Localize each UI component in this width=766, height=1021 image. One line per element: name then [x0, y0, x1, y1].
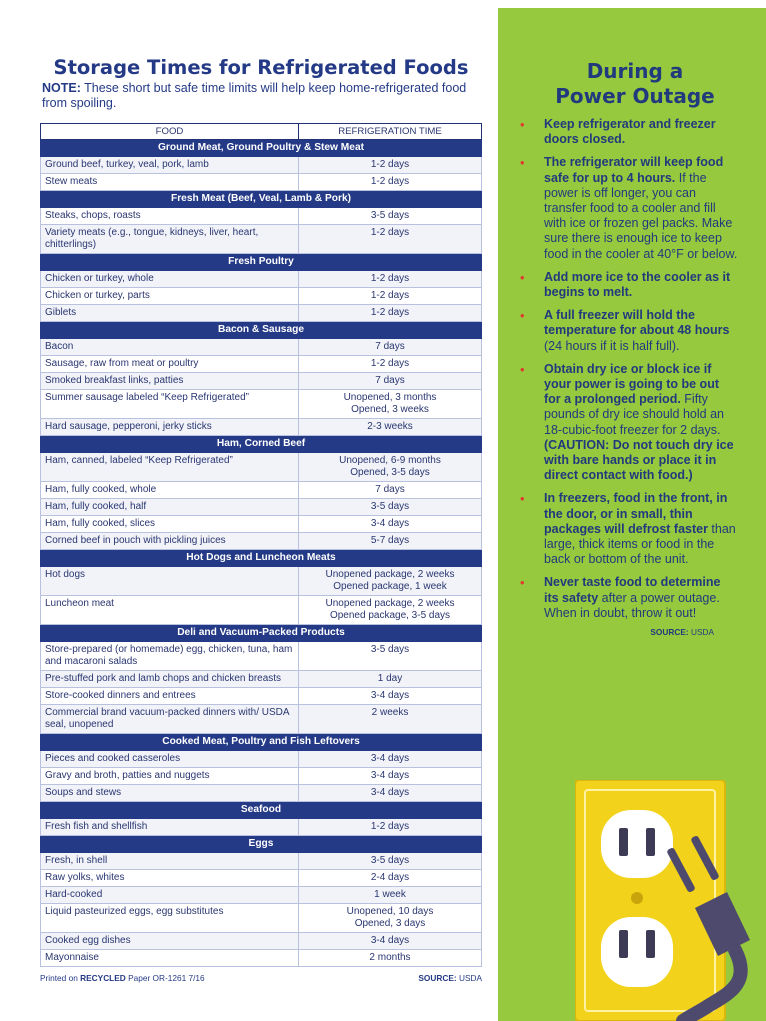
- table-row: [41, 751, 482, 768]
- table-row: [41, 390, 482, 419]
- time-cell: 5-7 days: [299, 533, 482, 550]
- power-outage-panel: [498, 8, 766, 1021]
- food-cell: Chicken or turkey, whole: [41, 271, 299, 288]
- tip-item: [520, 155, 738, 261]
- time-cell: 3-4 days: [299, 688, 482, 705]
- time-cell: Unopened, 6-9 months Opened, 3-5 days: [299, 453, 482, 482]
- food-cell: Soups and stews: [41, 785, 299, 802]
- table-section-header: [41, 550, 482, 567]
- time-cell: Unopened package, 2 weeks Opened package, 1 week: [299, 567, 482, 596]
- time-cell: 1-2 days: [299, 157, 482, 174]
- table-section-header: [41, 140, 482, 157]
- table-row: [41, 785, 482, 802]
- tip-item: [520, 117, 738, 147]
- table-row: [41, 482, 482, 499]
- time-cell: 2 weeks: [299, 705, 482, 734]
- socket-bottom: [601, 917, 673, 987]
- socket-bottom-slot-right: [646, 930, 655, 958]
- time-cell: 3-4 days: [299, 933, 482, 950]
- time-cell: Unopened, 10 days Opened, 3 days: [299, 904, 482, 933]
- food-cell: Sausage, raw from meat or poultry: [41, 356, 299, 373]
- table-section-header: [41, 322, 482, 339]
- table-row: [41, 356, 482, 373]
- section-title: Hot Dogs and Luncheon Meats: [41, 550, 482, 567]
- section-title: Seafood: [41, 802, 482, 819]
- food-cell: Smoked breakfast links, patties: [41, 373, 299, 390]
- table-section-header: [41, 734, 482, 751]
- table-body: [41, 140, 482, 967]
- bullet-icon: •: [520, 155, 525, 171]
- tip-bold: Obtain dry ice or block ice if your power is going to be out for a prolonged period.: [544, 361, 719, 407]
- printed-note: Printed on RECYCLED Paper OR-1261 7/16: [40, 973, 205, 983]
- table-row: [41, 950, 482, 967]
- table-row: [41, 174, 482, 191]
- time-cell: 3-4 days: [299, 768, 482, 785]
- table-row: [41, 642, 482, 671]
- socket-bottom-slot-left: [619, 930, 628, 958]
- food-cell: Pre-stuffed pork and lamb chops and chicken breasts: [41, 671, 299, 688]
- food-cell: Giblets: [41, 305, 299, 322]
- storage-times-panel: [40, 56, 482, 967]
- footer-source: SOURCE: USDA: [418, 973, 482, 983]
- section-title: Cooked Meat, Poultry and Fish Leftovers: [41, 734, 482, 751]
- table-row: [41, 373, 482, 390]
- outlet-plug-icon: [575, 780, 766, 1021]
- food-cell: Hot dogs: [41, 567, 299, 596]
- note-label: NOTE:: [42, 81, 81, 95]
- tip-text: (24 hours if it is half full).: [544, 338, 680, 353]
- food-cell: Luncheon meat: [41, 596, 299, 625]
- bullet-icon: •: [520, 575, 525, 591]
- table-row: [41, 499, 482, 516]
- table-row: [41, 671, 482, 688]
- food-cell: Fresh, in shell: [41, 853, 299, 870]
- section-title: Fresh Poultry: [41, 254, 482, 271]
- time-cell: 3-4 days: [299, 785, 482, 802]
- tip-caution: (CAUTION: Do not touch dry ice with bare hands or place it in direct contact with food.): [544, 437, 734, 483]
- table-row: [41, 157, 482, 174]
- tip-bold: Keep refrigerator and freezer doors closed.: [544, 117, 716, 147]
- table-section-header: [41, 436, 482, 453]
- bullet-icon: •: [520, 361, 525, 377]
- column-header-refrigeration-time: REFRIGERATION TIME: [299, 124, 482, 140]
- time-cell: 3-5 days: [299, 642, 482, 671]
- outlet-screw: [631, 892, 643, 904]
- food-cell: Ground beef, turkey, veal, pork, lamb: [41, 157, 299, 174]
- food-cell: Cooked egg dishes: [41, 933, 299, 950]
- food-cell: Corned beef in pouch with pickling juices: [41, 533, 299, 550]
- table-row: [41, 819, 482, 836]
- table-section-header: [41, 254, 482, 271]
- time-cell: 1-2 days: [299, 271, 482, 288]
- tip-item: [520, 491, 738, 567]
- time-cell: Unopened, 3 months Opened, 3 weeks: [299, 390, 482, 419]
- table-section-header: [41, 625, 482, 642]
- food-cell: Ham, canned, labeled “Keep Refrigerated”: [41, 453, 299, 482]
- column-header-food: FOOD: [41, 124, 299, 140]
- table-row: [41, 419, 482, 436]
- time-cell: 3-4 days: [299, 751, 482, 768]
- note-paragraph: [42, 81, 480, 111]
- tip-item: [520, 362, 738, 484]
- tip-text: If the power is off longer, you can transfer food to a cooler and fill with ice or frozen gel packs. Make sure there is enough ice to keep food in the cooler at 40°F or below.: [544, 170, 738, 261]
- tip-bold: Never taste food to determine its safety: [544, 575, 721, 605]
- time-cell: 3-5 days: [299, 208, 482, 225]
- table-row: [41, 596, 482, 625]
- time-cell: 7 days: [299, 373, 482, 390]
- food-cell: Variety meats (e.g., tongue, kidneys, liver, heart, chitterlings): [41, 225, 299, 254]
- table-row: [41, 567, 482, 596]
- time-cell: 1-2 days: [299, 356, 482, 373]
- storage-table: [40, 123, 482, 967]
- time-cell: 3-5 days: [299, 499, 482, 516]
- tip-item: [520, 308, 738, 354]
- time-cell: 1 week: [299, 887, 482, 904]
- table-section-header: [41, 802, 482, 819]
- table-row: [41, 768, 482, 785]
- table-row: [41, 688, 482, 705]
- table-row: [41, 904, 482, 933]
- food-cell: Commercial brand vacuum-packed dinners with/ USDA seal, unopened: [41, 705, 299, 734]
- sidebar-source: SOURCE: USDA: [650, 627, 714, 638]
- time-cell: 1-2 days: [299, 288, 482, 305]
- time-cell: 3-4 days: [299, 516, 482, 533]
- food-cell: Store-cooked dinners and entrees: [41, 688, 299, 705]
- food-cell: Ham, fully cooked, slices: [41, 516, 299, 533]
- time-cell: 1-2 days: [299, 225, 482, 254]
- food-cell: Mayonnaise: [41, 950, 299, 967]
- table-row: [41, 339, 482, 356]
- food-cell: Ham, fully cooked, whole: [41, 482, 299, 499]
- time-cell: 2-3 weeks: [299, 419, 482, 436]
- tip-text: than large, thick items or food in the back or bottom of the unit.: [544, 521, 736, 567]
- tip-bold: A full freezer will hold the temperature for about 48 hours: [544, 308, 730, 338]
- section-title: Bacon & Sausage: [41, 322, 482, 339]
- tip-text: after a power outage. When in doubt, throw it out!: [544, 590, 720, 620]
- tips-list: [498, 117, 766, 621]
- food-cell: Bacon: [41, 339, 299, 356]
- food-cell: Raw yolks, whites: [41, 870, 299, 887]
- table-row: [41, 453, 482, 482]
- section-title: Fresh Meat (Beef, Veal, Lamb & Pork): [41, 191, 482, 208]
- bullet-icon: •: [520, 491, 525, 507]
- tip-bold: In freezers, food in the front, in the door, or in small, thin packages will defrost faster: [544, 491, 728, 536]
- food-cell: Chicken or turkey, parts: [41, 288, 299, 305]
- tip-item: [520, 575, 738, 621]
- time-cell: 1-2 days: [299, 819, 482, 836]
- table-row: [41, 288, 482, 305]
- table-section-header: [41, 836, 482, 853]
- table-row: [41, 271, 482, 288]
- food-cell: Hard sausage, pepperoni, jerky sticks: [41, 419, 299, 436]
- table-row: [41, 887, 482, 904]
- food-cell: Store-prepared (or homemade) egg, chicken, tuna, ham and macaroni salads: [41, 642, 299, 671]
- time-cell: 2-4 days: [299, 870, 482, 887]
- food-cell: Stew meats: [41, 174, 299, 191]
- socket-top: [601, 810, 673, 878]
- time-cell: 2 months: [299, 950, 482, 967]
- section-title: Deli and Vacuum-Packed Products: [41, 625, 482, 642]
- table-section-header: [41, 191, 482, 208]
- table-row: [41, 533, 482, 550]
- page-title: Storage Times for Refrigerated Foods: [53, 56, 469, 79]
- bullet-icon: •: [520, 308, 525, 324]
- tip-bold: Add more ice to the cooler as it begins to melt.: [544, 269, 731, 300]
- table-row: [41, 933, 482, 950]
- table-row: [41, 208, 482, 225]
- food-cell: Hard-cooked: [41, 887, 299, 904]
- table-row: [41, 705, 482, 734]
- food-cell: Steaks, chops, roasts: [41, 208, 299, 225]
- bullet-icon: •: [520, 269, 525, 285]
- note-text: These short but safe time limits will help keep home-refrigerated food from spoiling.: [42, 81, 467, 110]
- tip-text: Fifty pounds of dry ice should hold an 18-cubic-foot freezer for 2 days.: [544, 392, 724, 437]
- food-cell: Liquid pasteurized eggs, egg substitutes: [41, 904, 299, 933]
- section-title: Eggs: [41, 836, 482, 853]
- table-row: [41, 305, 482, 322]
- socket-top-slot-left: [619, 828, 628, 856]
- table-row: [41, 516, 482, 533]
- food-cell: Pieces and cooked casseroles: [41, 751, 299, 768]
- food-cell: Summer sausage labeled “Keep Refrigerated”: [41, 390, 299, 419]
- table-row: [41, 225, 482, 254]
- time-cell: 1 day: [299, 671, 482, 688]
- tip-bold: The refrigerator will keep food safe for up to 4 hours.: [544, 155, 724, 185]
- time-cell: Unopened package, 2 weeks Opened package, 3-5 days: [299, 596, 482, 625]
- food-cell: Fresh fish and shellfish: [41, 819, 299, 836]
- section-title: Ham, Corned Beef: [41, 436, 482, 453]
- tip-item: [520, 270, 738, 300]
- socket-top-slot-right: [646, 828, 655, 856]
- time-cell: 1-2 days: [299, 174, 482, 191]
- food-cell: Ham, fully cooked, half: [41, 499, 299, 516]
- food-cell: Gravy and broth, patties and nuggets: [41, 768, 299, 785]
- section-title: Ground Meat, Ground Poultry & Stew Meat: [41, 140, 482, 157]
- bullet-icon: •: [520, 117, 525, 132]
- table-row: [41, 853, 482, 870]
- sidebar-title: During a Power Outage: [555, 59, 715, 108]
- time-cell: 7 days: [299, 339, 482, 356]
- time-cell: 7 days: [299, 482, 482, 499]
- table-row: [41, 870, 482, 887]
- time-cell: 3-5 days: [299, 853, 482, 870]
- time-cell: 1-2 days: [299, 305, 482, 322]
